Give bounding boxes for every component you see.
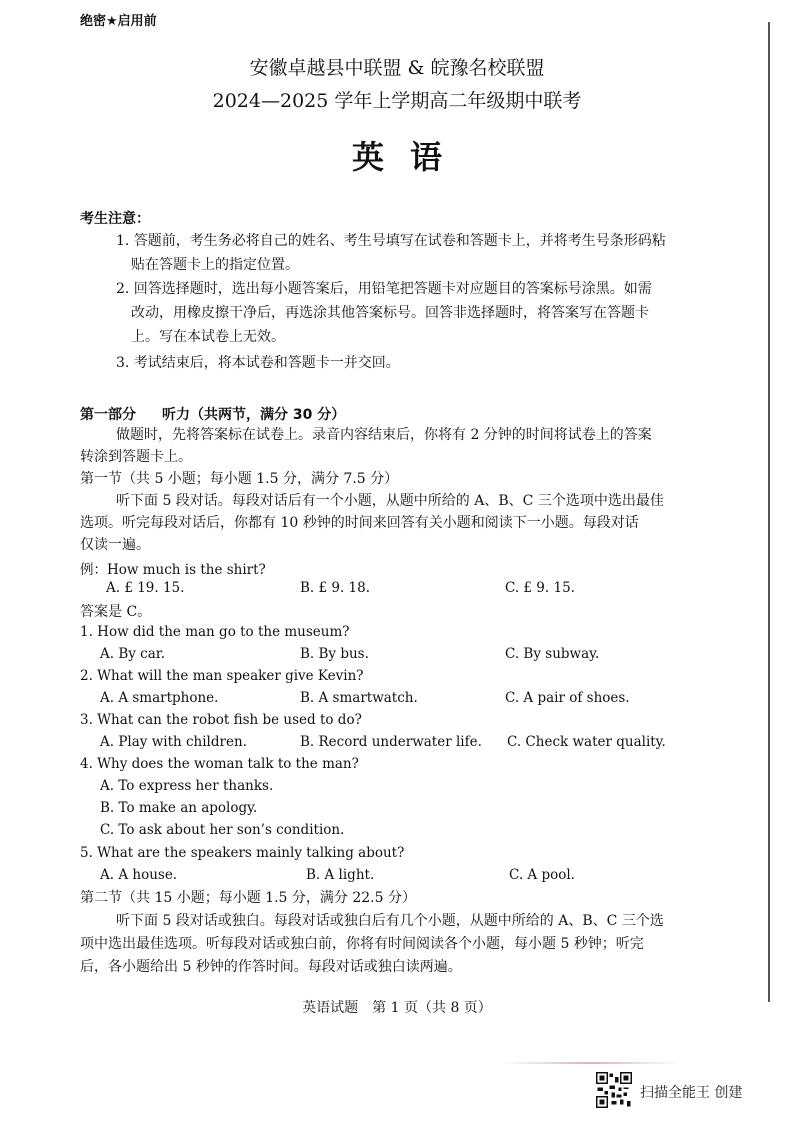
part1-intro: 转涂到答题卡上。 <box>80 449 192 465</box>
confidential-mark: 绝密★启用前 <box>80 14 157 29</box>
notice-item: 贴在答题卡上的指定位置。 <box>131 257 299 273</box>
option-a: A. To express her thanks. <box>100 778 274 794</box>
page-footer: 英语试题 第 1 页（共 8 页） <box>302 1000 492 1016</box>
notice-item: 2. 回答选择题时，选出每小题答案后，用铅笔把答题卡对应题目的答案标号涂黑。如需 <box>116 281 652 297</box>
option-c: C. To ask about her son’s condition. <box>100 822 345 838</box>
section1-instruction: 仅读一遍。 <box>80 537 150 553</box>
scanner-watermark: 扫描全能王 创建 <box>640 1085 743 1101</box>
example-answer: 答案是 C。 <box>80 604 152 620</box>
option-c: C. A pool. <box>509 867 575 883</box>
part1-intro: 做题时，先将答案标在试卷上。录音内容结束后，你将有 2 分钟的时间将试卷上的答案 <box>116 427 652 443</box>
section2-instruction: 后，各小题给出 5 秒钟的作答时间。每段对话或独白读两遍。 <box>80 959 462 975</box>
option-a: A. A smartphone. <box>100 690 219 706</box>
organizer-title: 安徽卓越县中联盟 & 皖豫名校联盟 <box>249 57 545 79</box>
section1-heading: 第一节（共 5 小题；每小题 1.5 分，满分 7.5 分） <box>80 471 399 487</box>
question-stem: 4. Why does the woman talk to the man? <box>80 756 359 772</box>
notice-title: 考生注意： <box>80 211 150 227</box>
example-option-b: B. £ 9. 18. <box>300 580 371 596</box>
section2-instruction: 听下面 5 段对话或独白。每段对话或独白后有几个小题，从题中所给的 A、B、C 三个选 <box>116 913 664 929</box>
option-a: A. Play with children. <box>100 734 247 750</box>
notice-item: 1. 答题前，考生务必将自己的姓名、考生号填写在试卷和答题卡上，并将考生号条形码粘 <box>116 233 666 249</box>
option-b: B. A smartwatch. <box>300 690 418 706</box>
question-stem: 2. What will the man speaker give Kevin? <box>80 668 364 684</box>
exam-title: 2024—2025 学年上学期高二年级期中联考 <box>212 90 582 112</box>
subject-title: 英语 <box>351 138 468 176</box>
question-stem: 5. What are the speakers mainly talking about? <box>80 845 405 861</box>
section2-heading: 第二节（共 15 小题；每小题 1.5 分，满分 22.5 分） <box>80 890 416 906</box>
option-b: B. A light. <box>306 867 375 883</box>
question-stem: 3. What can the robot fish be used to do? <box>80 712 362 728</box>
option-b: B. To make an apology. <box>100 800 258 816</box>
option-c: C. By subway. <box>505 646 600 662</box>
part1-label: 第一部分 <box>80 407 136 423</box>
notice-item: 上。写在本试卷上无效。 <box>131 329 285 345</box>
part1-title: 听力（共两节，满分 30 分） <box>162 407 346 423</box>
notice-item: 3. 考试结束后，将本试卷和答题卡一并交回。 <box>116 355 400 371</box>
notice-item: 改动，用橡皮擦干净后，再选涂其他答案标号。回答非选择题时，将答案写在答题卡 <box>131 305 649 321</box>
example-option-a: A. £ 19. 15. <box>106 580 185 596</box>
section1-instruction: 选项。听完每段对话后，你都有 10 秒钟的时间来回答有关小题和阅读下一小题。每段对话 <box>80 515 639 531</box>
example-question: 例：How much is the shirt? <box>80 562 266 578</box>
example-option-c: C. £ 9. 15. <box>505 580 575 596</box>
scan-artifact-line <box>500 1062 680 1064</box>
option-a: A. By car. <box>100 646 166 662</box>
section1-instruction: 听下面 5 段对话。每段对话后有一个小题，从题中所给的 A、B、C 三个选项中选出最佳 <box>116 493 664 509</box>
option-c: C. Check water quality. <box>507 734 666 750</box>
qr-code-icon <box>596 1072 632 1108</box>
option-a: A. A house. <box>100 867 178 883</box>
option-b: B. Record underwater life. <box>300 734 482 750</box>
section2-instruction: 项中选出最佳选项。听每段对话或独白前，你将有时间阅读各个小题，每小题 5 秒钟；听完 <box>80 936 644 952</box>
option-c: C. A pair of shoes. <box>505 690 630 706</box>
option-b: B. By bus. <box>300 646 369 662</box>
question-stem: 1. How did the man go to the museum? <box>80 624 350 640</box>
